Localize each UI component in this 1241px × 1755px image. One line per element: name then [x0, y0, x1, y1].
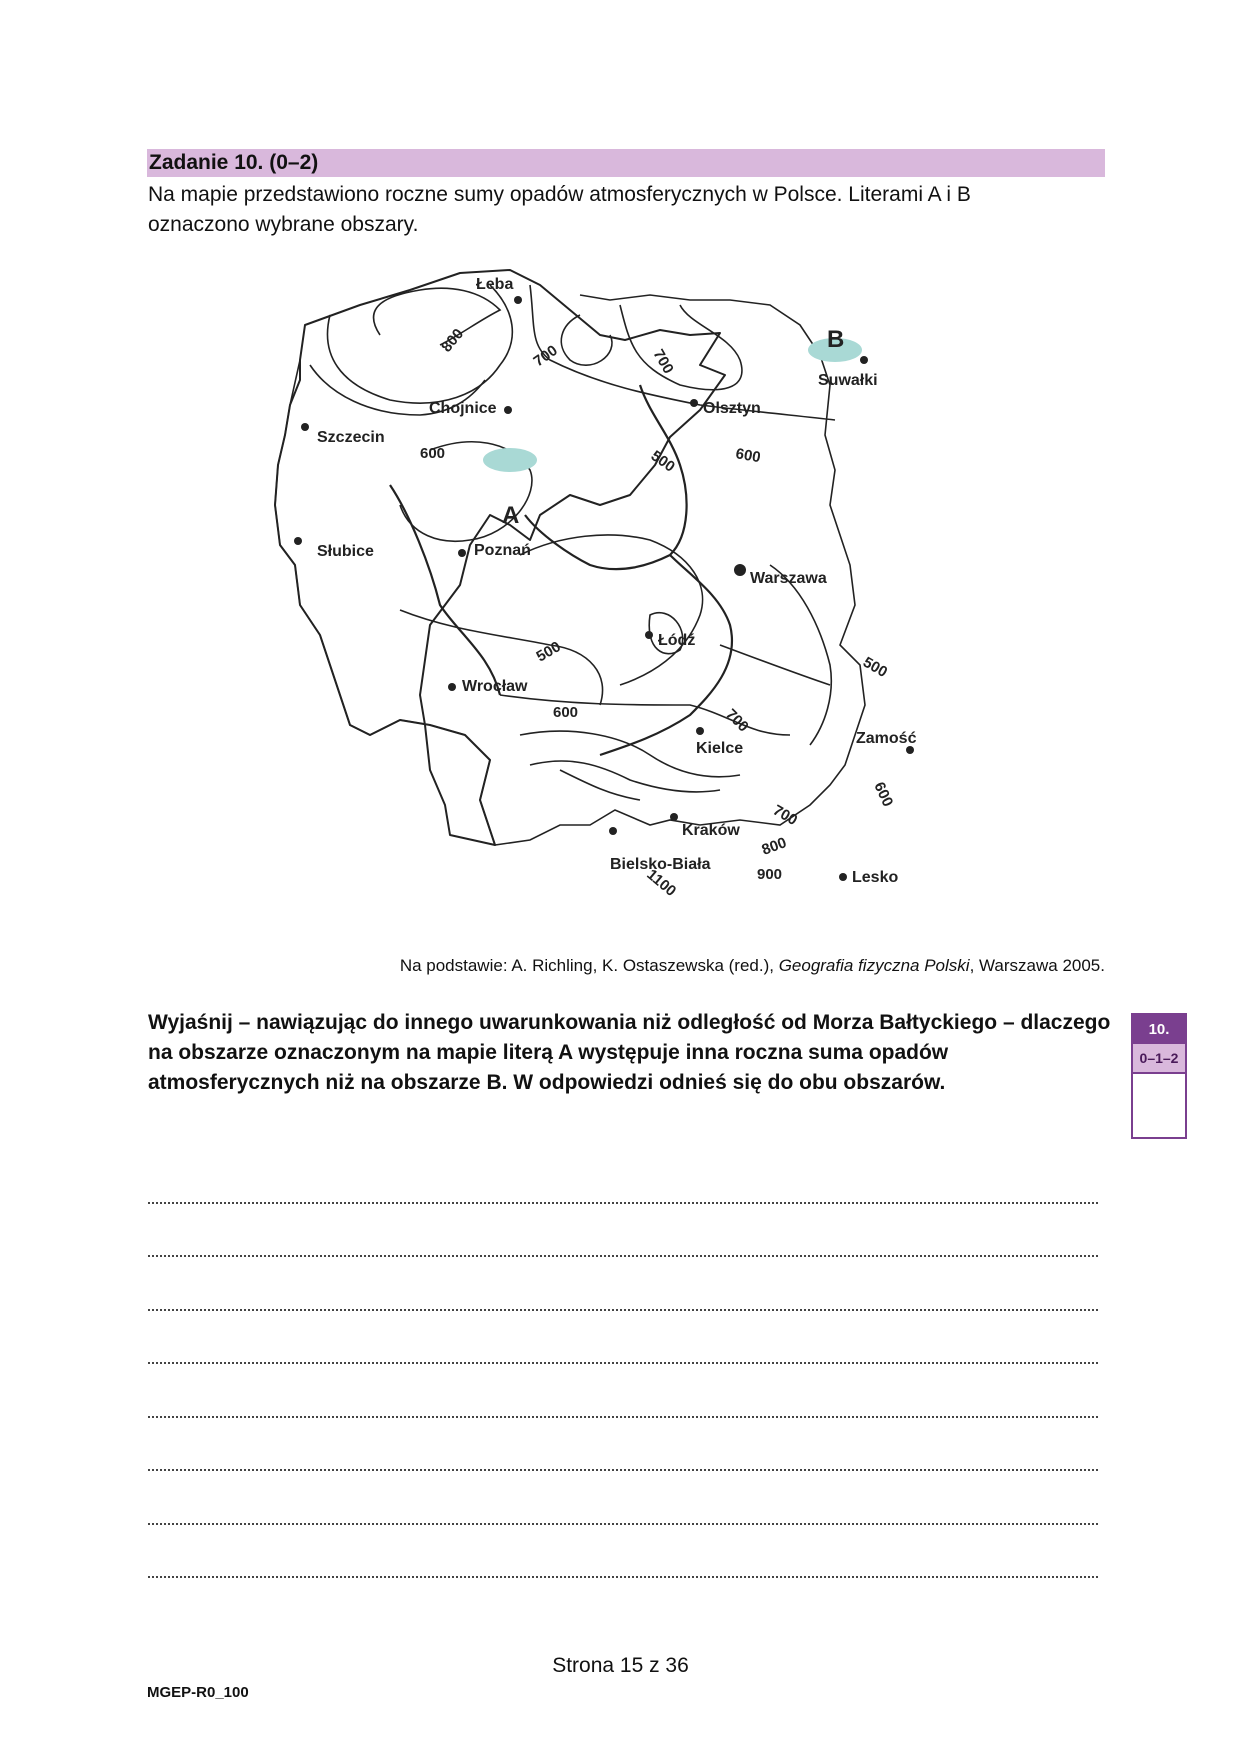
score-range: 0–1–2 — [1133, 1044, 1185, 1074]
city-lesko: Lesko — [852, 869, 899, 886]
isohyet-label: 700 — [649, 346, 677, 377]
score-box — [1131, 1013, 1187, 1139]
intro-line-1: Na mapie przedstawiono roczne sumy opadów atmosferycznych w Polsce. Literami A i B — [148, 183, 971, 206]
isohyet-label: 1100 — [643, 866, 680, 900]
city-szczecin: Szczecin — [317, 429, 385, 446]
source-prefix: Na podstawie: A. Richling, K. Ostaszewska (red.), — [399, 956, 779, 975]
isohyet-label: 500 — [860, 653, 891, 681]
isohyet-label: 500 — [647, 447, 678, 476]
exam-code: MGEP-R0_100 — [147, 1684, 249, 1701]
isohyet-label: 800 — [438, 325, 468, 356]
area-b-label: B — [827, 326, 845, 353]
source-suffix: , Warszawa 2005. — [969, 956, 1105, 975]
map-source — [315, 956, 1105, 976]
isohyet-label: 700 — [722, 705, 752, 736]
map-svg — [270, 265, 990, 940]
city-olsztyn: Olsztyn — [703, 400, 761, 417]
task-intro — [148, 180, 1108, 240]
city-kielce: Kielce — [696, 740, 744, 757]
answer-line[interactable] — [148, 1267, 1098, 1321]
answer-line[interactable] — [148, 1374, 1098, 1428]
city-bielsko-biala: Bielsko-Biała — [610, 856, 711, 873]
intro-line-2: oznaczono wybrane obszary. — [148, 213, 419, 236]
city-zamosc: Zamość — [856, 730, 917, 747]
source-title: Geografia fizyczna Polski — [778, 956, 970, 975]
city-lodz: Łódź — [658, 632, 696, 649]
answer-line[interactable] — [148, 1428, 1098, 1482]
task-title: Zadanie 10. (0–2) — [147, 149, 1105, 177]
answer-line[interactable] — [148, 1481, 1098, 1535]
city-warszawa: Warszawa — [750, 570, 827, 587]
answer-line[interactable] — [148, 1160, 1098, 1214]
isohyet-label: 500 — [533, 638, 564, 666]
city-suwalki: Suwałki — [818, 372, 878, 389]
city-krakow: Kraków — [682, 822, 740, 839]
city-slubice: Słubice — [317, 543, 374, 560]
answer-area[interactable] — [148, 1160, 1098, 1588]
score-entry-field[interactable] — [1133, 1074, 1185, 1139]
score-task-number: 10. — [1133, 1015, 1185, 1044]
city-leba: Łeba — [476, 276, 514, 293]
city-chojnice: Chojnice — [429, 400, 497, 417]
page-number: Strona 15 z 36 — [552, 1654, 689, 1677]
answer-line[interactable] — [148, 1535, 1098, 1589]
answer-line[interactable] — [148, 1321, 1098, 1375]
isohyet-label: 800 — [759, 834, 789, 859]
area-a-label: A — [502, 502, 520, 529]
isohyet-label: 700 — [530, 341, 561, 371]
answer-line[interactable] — [148, 1214, 1098, 1268]
precipitation-map — [270, 265, 990, 940]
isohyet-label: 600 — [420, 445, 446, 462]
isohyet-label: 600 — [870, 779, 897, 810]
isohyet-label: 600 — [553, 704, 579, 721]
city-wroclaw: Wrocław — [462, 678, 528, 695]
isohyet-label: 600 — [734, 445, 762, 467]
question-text: Wyjaśnij – nawiązując do innego uwarunkowania niż odległość od Morza Bałtyckiego – dlaczego na obszarze oznaczonym na mapie literą A występuje inna roczna suma opadów atmosferycznych niż na obszarze B. W odpowiedzi odnieś się do obu obszarów. — [148, 1011, 1111, 1094]
city-poznan: Poznań — [474, 542, 531, 559]
area-a-marker — [483, 448, 537, 472]
isohyet-label: 900 — [757, 866, 783, 883]
isohyet-label: 700 — [770, 801, 801, 829]
